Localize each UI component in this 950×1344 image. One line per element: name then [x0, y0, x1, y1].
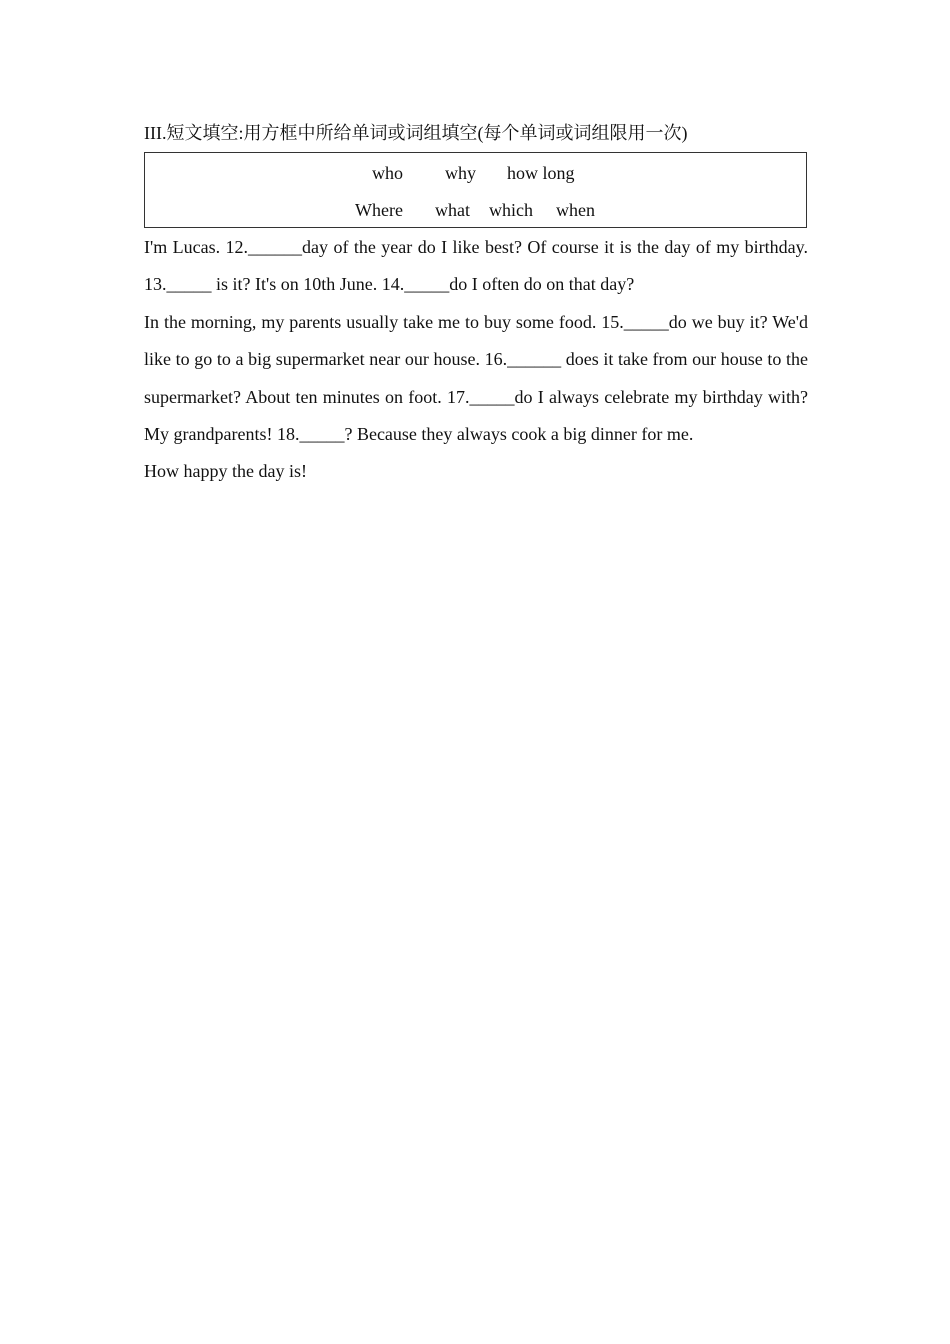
passage-paragraph-1: I'm Lucas. 12.______day of the year do I like best? Of course it is the day of my birthday. 13._____ is it? It's on 10th June. 14._____do I often do on that day? [144, 237, 808, 295]
word-bank-item: which [489, 200, 533, 220]
word-bank-box [144, 152, 807, 228]
passage-paragraph-2: In the morning, my parents usually take me to buy some food. 15._____do we buy it? We'd like to go to a big supermarket near our house. 16.______ does it take from our house to the supermarket? About ten minutes on foot. 17._____do I always celebrate my birthday with? My grandparents! 18._____? Because they always cook a big dinner for me. [144, 311, 808, 445]
passage-paragraph-3: How happy the day is! [144, 461, 307, 482]
word-bank-item: why [445, 163, 476, 183]
passage-text [144, 229, 808, 491]
word-bank-item: who [372, 163, 403, 183]
word-bank-item: Where [355, 200, 403, 220]
word-bank-item: what [435, 200, 470, 220]
section-heading: III.短文填空:用方框中所给单词或词组填空(每个单词或词组限用一次) [144, 123, 688, 143]
word-bank-item: how long [507, 163, 575, 183]
word-bank-row-2 [145, 198, 806, 222]
word-bank-row-1 [145, 161, 806, 185]
word-bank-item: when [556, 200, 595, 220]
